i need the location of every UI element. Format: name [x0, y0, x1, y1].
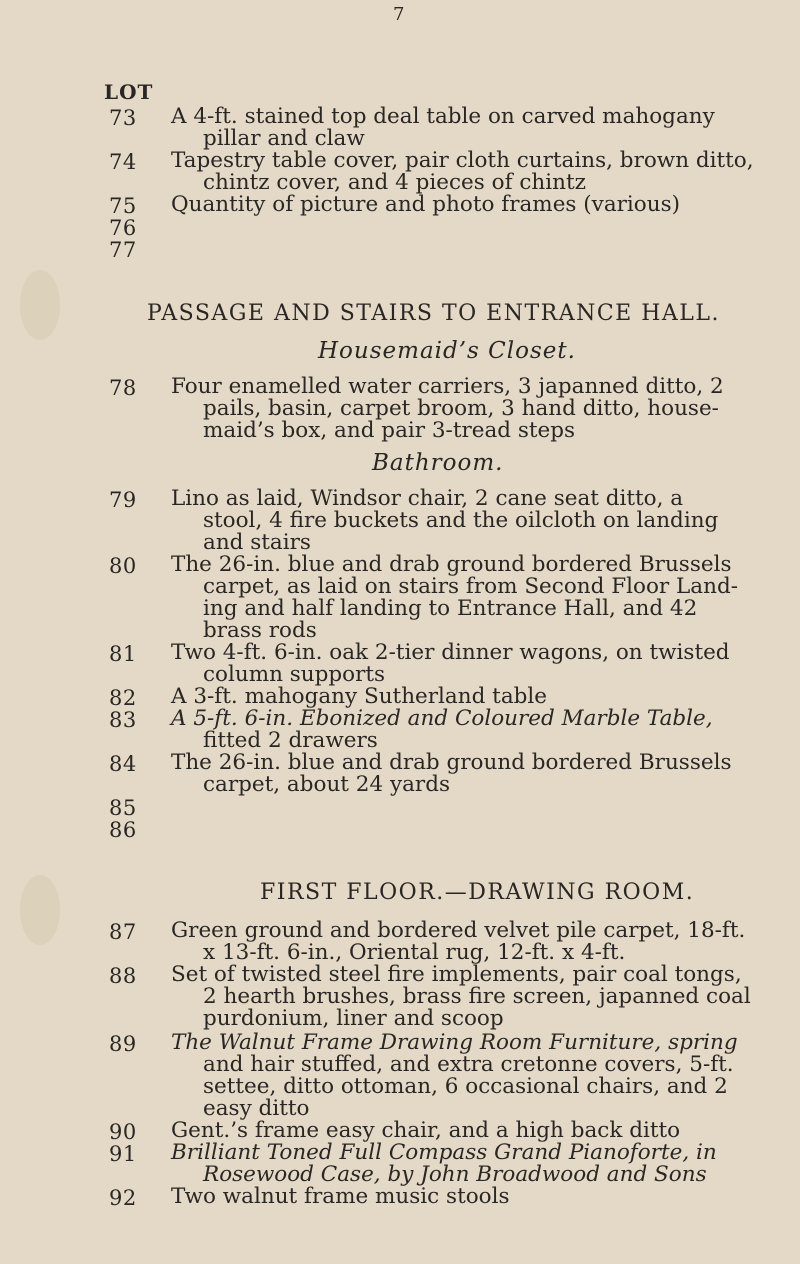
desc-line: easy ditto [203, 1096, 310, 1121]
desc-line: stool, 4 fire buckets and the oilcloth on landing [203, 508, 719, 533]
desc-line: Two 4-ft. 6-in. oak 2-tier dinner wagons, on twisted [171, 640, 730, 665]
desc-line: settee, ditto ottoman, 6 occasional chairs, and 2 [203, 1074, 728, 1099]
lot-number: 90 [109, 1120, 137, 1144]
lot-column-header: LOT [104, 80, 154, 104]
desc-line: Brilliant Toned Full Compass Grand Pianoforte, in [171, 1140, 717, 1165]
desc-line: and hair stuffed, and extra cretonne covers, 5-ft. [203, 1052, 734, 1077]
desc-line: brass rods [203, 618, 317, 643]
section-heading: FIRST FLOOR.—DRAWING ROOM. [260, 880, 695, 905]
lot-number: 73 [109, 106, 137, 130]
desc-line: A 5-ft. 6-in. Ebonized and Coloured Marble Table, [171, 706, 713, 731]
desc-line: Lino as laid, Windsor chair, 2 cane seat ditto, a [171, 486, 684, 511]
desc-line: pails, basin, carpet broom, 3 hand ditto, house- [203, 396, 719, 421]
lot-number: 79 [109, 488, 137, 512]
section-heading: PASSAGE AND STAIRS TO ENTRANCE HALL. [147, 301, 721, 326]
desc-line: maid’s box, and pair 3-tread steps [203, 418, 576, 443]
desc-line: fitted 2 drawers [203, 728, 378, 753]
desc-line: purdonium, liner and scoop [203, 1006, 504, 1031]
desc-line: ing and half landing to Entrance Hall, and 42 [203, 596, 698, 621]
desc-line: carpet, about 24 yards [203, 772, 451, 797]
lot-number: 76 [109, 216, 137, 240]
lot-description [171, 708, 713, 752]
lot-description [171, 1142, 717, 1186]
lot-description: A 3-ft. mahogany Sutherland table [171, 684, 547, 709]
lot-description [171, 376, 724, 442]
desc-line: The 26-in. blue and drab ground bordered Brussels [171, 552, 732, 577]
lot-number: 81 [109, 642, 137, 666]
lot-number: 86 [109, 818, 137, 842]
lot-description: Gent.’s frame easy chair, and a high back ditto [171, 1118, 681, 1143]
lot-description [171, 488, 718, 554]
section-subheading: Housemaid’s Closet. [318, 338, 576, 364]
lot-number: 83 [109, 708, 137, 732]
desc-line: Rosewood Case, by John Broadwood and Sons [203, 1162, 707, 1187]
desc-line: and stairs [203, 530, 311, 555]
desc-line: pillar and claw [203, 126, 365, 151]
lot-description [171, 642, 730, 686]
section-subheading: Bathroom. [372, 450, 504, 476]
lot-number: 85 [109, 796, 137, 820]
lot-number: 88 [109, 964, 137, 988]
lot-number: 87 [109, 920, 137, 944]
lot-number: 77 [109, 238, 137, 262]
lot-description [171, 150, 754, 194]
lot-description [171, 106, 715, 150]
binding-hole [20, 875, 60, 945]
lot-description [171, 1032, 738, 1120]
desc-line: The 26-in. blue and drab ground bordered Brussels [171, 750, 732, 775]
desc-line: Set of twisted steel fire implements, pair coal tongs, [171, 962, 742, 987]
lot-number: 84 [109, 752, 137, 776]
page-marker: 7 [393, 4, 405, 25]
lot-number: 92 [109, 1186, 137, 1210]
lot-number: 78 [109, 376, 137, 400]
lot-number: 74 [109, 150, 137, 174]
desc-line: carpet, as laid on stairs from Second Floor Land- [203, 574, 738, 599]
lot-description [171, 554, 738, 642]
lot-number: 91 [109, 1142, 137, 1166]
desc-line: Green ground and bordered velvet pile carpet, 18-ft. [171, 918, 746, 943]
lot-number: 82 [109, 686, 137, 710]
lot-number: 80 [109, 554, 137, 578]
lot-description [171, 752, 732, 796]
desc-line: A 4-ft. stained top deal table on carved mahogany [171, 104, 715, 129]
binding-hole [20, 270, 60, 340]
lot-number: 75 [109, 194, 137, 218]
lot-description [171, 964, 751, 1030]
lot-description: Quantity of picture and photo frames (various) [171, 192, 680, 217]
lot-description: Two walnut frame music stools [171, 1184, 510, 1209]
desc-line: Tapestry table cover, pair cloth curtains, brown ditto, [171, 148, 754, 173]
desc-line: column supports [203, 662, 386, 687]
lot-number: 89 [109, 1032, 137, 1056]
desc-line: Four enamelled water carriers, 3 japanned ditto, 2 [171, 374, 724, 399]
desc-line: chintz cover, and 4 pieces of chintz [203, 170, 586, 195]
lot-description [171, 920, 745, 964]
desc-line: x 13-ft. 6-in., Oriental rug, 12-ft. x 4-ft. [203, 940, 626, 965]
desc-line: The Walnut Frame Drawing Room Furniture, spring [171, 1030, 738, 1055]
desc-line: 2 hearth brushes, brass fire screen, japanned coal [203, 984, 751, 1009]
